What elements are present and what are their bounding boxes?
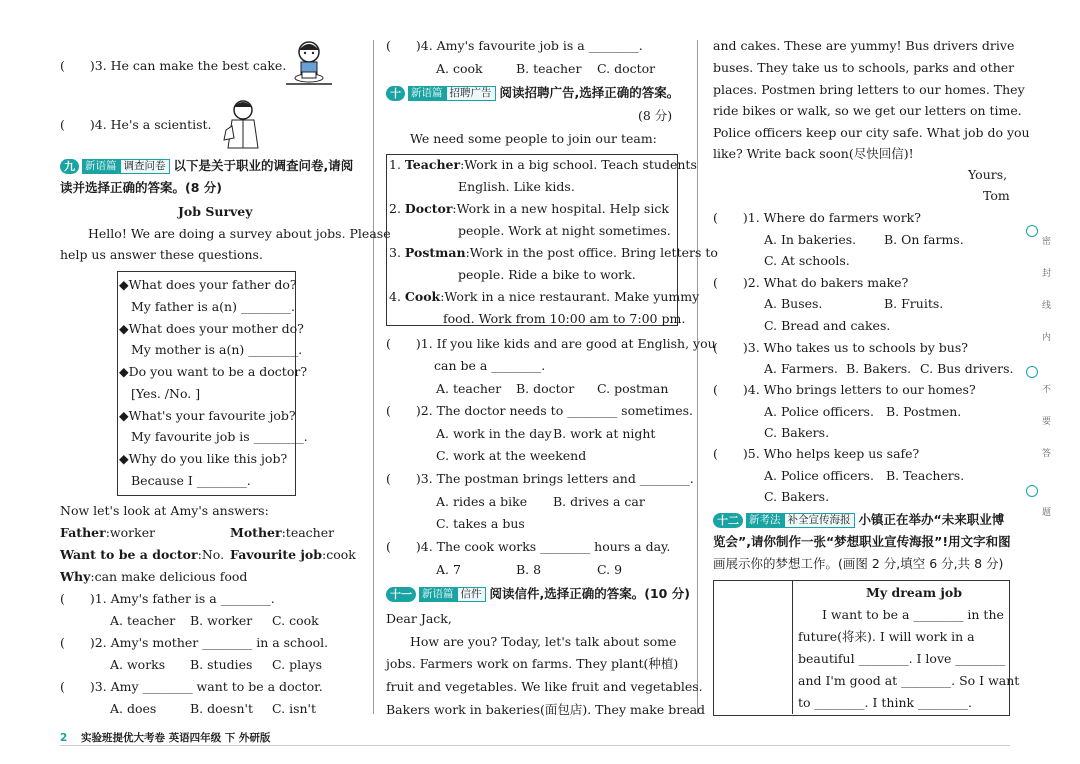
option: C. doctor [597,61,656,76]
seal-line-char: 不 [1042,385,1052,395]
right-question-3: ( )3. Who takes us to schools by bus? [713,340,968,355]
seal-line-char: 密 [1042,237,1052,247]
option: C. plays [272,657,322,672]
survey-line: My favourite job is ________. [131,429,308,444]
option: B. teacher [516,61,582,76]
question-4-scientist: ( )4. He's a scientist. [60,117,212,132]
ad-doctor: 2. Doctor:Work in a new hospital. Help sick [389,201,669,216]
seal-line-marker [1026,485,1038,497]
scientist-illustration [218,98,268,153]
option: B. worker [190,613,253,628]
right-question-4: ( )4. Who brings letters to our homes? [713,382,976,397]
left-question-2: ( )2. Amy's mother ________ in a school. [60,635,329,650]
left-question-1: ( )1. Amy's father is a ________. [60,591,275,606]
section-10-header: 十 新语篇 招聘广告 阅读招聘广告,选择正确的答案。 [386,84,679,102]
option: C. Bus drivers. [920,361,1014,376]
letter-line: Police officers keep our city safe. What job do you [713,125,1030,140]
poster-line: beautiful ________. I love ________ [798,651,1006,666]
option: A. Police officers. [764,468,874,483]
option: C. Bakers. [764,489,830,504]
letter-closing: Yours, [968,167,1008,182]
column-divider-1 [373,40,374,714]
option: C. isn't [272,701,316,716]
letter-line: How are you? Today, let's talk about some [410,634,677,649]
section-12-line3: 画展示你的梦想工作。(画图 2 分,填空 6 分,共 8 分) [713,556,1004,571]
amy-father: Father:worker [60,525,156,540]
left-question-3: ( )3. Amy ________ want to be a doctor. [60,679,323,694]
mid-question-3: ( )3. The postman brings letters and ________. [386,471,694,486]
ad-cook: 4. Cook:Work in a nice restaurant. Make yummy [389,289,700,304]
option: C. Bakers. [764,425,830,440]
letter-line: jobs. Farmers work on farms. They plant(种植) [386,656,679,671]
option: A. work in the day [436,426,552,441]
option: B. work at night [553,426,656,441]
letter-line: places. Postmen bring letters to our homes. They [713,82,1025,97]
ad-postman-2: people. Ride a bike to work. [458,267,636,282]
amy-doctor: Want to be a doctor:No. [60,547,225,562]
section-12-line2: 览会”,请你制作一张“梦想职业宣传海报”!用文字和图 [713,534,1011,549]
survey-line: ◆What does your mother do? [119,321,304,336]
poster-line: to ________. I think ________. [798,695,973,710]
footer-rule [60,745,1010,746]
option: A. Farmers. [764,361,838,376]
option: B. studies [190,657,253,672]
option: B. On farms. [884,232,964,247]
poster-title: My dream job [866,585,963,600]
option: C. work at the weekend [436,448,587,463]
letter-signature: Tom [983,188,1010,203]
option: A. cook [436,61,483,76]
seal-line-marker [1026,366,1038,378]
survey-line: My mother is a(n) ________. [131,342,303,357]
letter-line: and cakes. These are yummy! Bus drivers drive [713,38,1015,53]
amy-answers-intro: Now let's look at Amy's answers: [60,503,269,518]
section-9-header-line2: 读并选择正确的答案。(8 分) [60,180,222,195]
boy-baking-cake-illustration [282,38,336,92]
survey-line: Because I ________. [131,473,251,488]
right-question-1: ( )1. Where do farmers work? [713,210,921,225]
poster-line: and I'm good at ________. So I want [798,673,1020,688]
section-12-header: 十二 新考法 补全宣传海报 小镇正在举办“未来职业博 [713,511,1004,529]
letter-line: buses. They take us to schools, parks and other [713,60,1015,75]
ad-postman: 3. Postman:Work in the post office. Bring letters to [389,245,718,260]
survey-line: ◆Why do you like this job? [119,451,288,466]
survey-line: ◆What does your father do? [119,277,297,292]
recruit-intro: We need some people to join our team: [410,131,657,146]
option: A. teacher [436,381,502,396]
option: B. Bakers. [846,361,912,376]
question-3-cake: ( )3. He can make the best cake. [60,58,287,73]
seal-line-marker [1026,225,1038,237]
seal-line-char: 线 [1042,301,1052,311]
section-11-header: 十一 新语篇 信件 阅读信件,选择正确的答案。(10 分) [386,585,690,603]
seal-line-char: 封 [1042,269,1052,279]
section-9-header: 九 新语篇 调查问卷 以下是关于职业的调查问卷,请阅 [60,157,353,175]
amy-favourite: Favourite job:cook [230,547,356,562]
footer-title: 实验班提优大考卷 英语四年级 下 外研版 [80,732,271,744]
letter-line: like? Write back soon(尽快回信)! [713,146,914,161]
option: A. Buses. [764,296,823,311]
survey-title: Job Survey [178,204,253,219]
option: C. 9 [597,562,623,577]
column-divider-2 [697,40,698,714]
survey-intro-line2: help us answer these questions. [60,247,263,262]
option: A. 7 [436,562,461,577]
option: B. Postmen. [886,404,962,419]
seal-line-char: 题 [1042,508,1052,518]
amy-why: Why:can make delicious food [60,569,248,584]
option: A. does [110,701,157,716]
option: A. teacher [110,613,176,628]
option: C. Bread and cakes. [764,318,891,333]
seal-line-char: 内 [1042,333,1052,343]
option: C. postman [597,381,669,396]
survey-line: ◆Do you want to be a doctor? [119,364,308,379]
option: A. works [110,657,166,672]
poster-drawing-area[interactable] [714,581,793,714]
mid-question-1b: can be a ________. [434,358,546,373]
option: B. doctor [516,381,575,396]
poster-line: future(将来). I will work in a [798,629,975,644]
mid-question-2: ( )2. The doctor needs to ________ sometimes. [386,403,694,418]
option: B. doesn't [190,701,253,716]
mid-question-4b: ( )4. The cook works ________ hours a day. [386,539,671,554]
ad-teacher: 1. Teacher:Work in a big school. Teach students [389,157,697,172]
option: C. cook [272,613,319,628]
right-question-5: ( )5. Who helps keep us safe? [713,446,920,461]
poster-line: I want to be a ________ in the [822,607,1004,622]
ad-cook-2: food. Work from 10:00 am to 7:00 pm. [443,311,686,326]
seal-line-char: 答 [1042,449,1052,459]
amy-mother: Mother:teacher [230,525,335,540]
section-10-score: (8 分) [638,108,673,123]
survey-line: [Yes. /No. ] [131,386,201,401]
survey-intro-line1: Hello! We are doing a survey about jobs. Please [88,226,391,241]
option: C. takes a bus [436,516,525,531]
option: A. Police officers. [764,404,874,419]
seal-line-char: 要 [1042,417,1052,427]
ad-teacher-2: English. Like kids. [458,179,575,194]
mid-question-4: ( )4. Amy's favourite job is a ________. [386,38,643,53]
right-question-2: ( )2. What do bakers make? [713,275,909,290]
survey-line: My father is a(n) ________. [131,299,295,314]
option: B. drives a car [553,494,645,509]
option: B. 8 [516,562,542,577]
mid-question-1: ( )1. If you like kids and are good at English, you [386,336,716,351]
option: B. Fruits. [884,296,944,311]
survey-line: ◆What's your favourite job? [119,408,296,423]
letter-line: Bakers work in bakeries(面包店). They make bread [386,702,706,717]
ad-doctor-2: people. Work at night sometimes. [458,223,671,238]
option: A. In bakeries. [764,232,857,247]
option: C. At schools. [764,253,850,268]
option: B. Teachers. [886,468,965,483]
letter-line: ride bikes or walk, so we get our letters on time. [713,103,1022,118]
page-footer [60,730,270,745]
page-number: 2 [60,732,68,744]
option: A. rides a bike [436,494,528,509]
letter-line: fruit and vegetables. We like fruit and vegetables. [386,679,703,694]
letter-line: Dear Jack, [386,611,452,626]
